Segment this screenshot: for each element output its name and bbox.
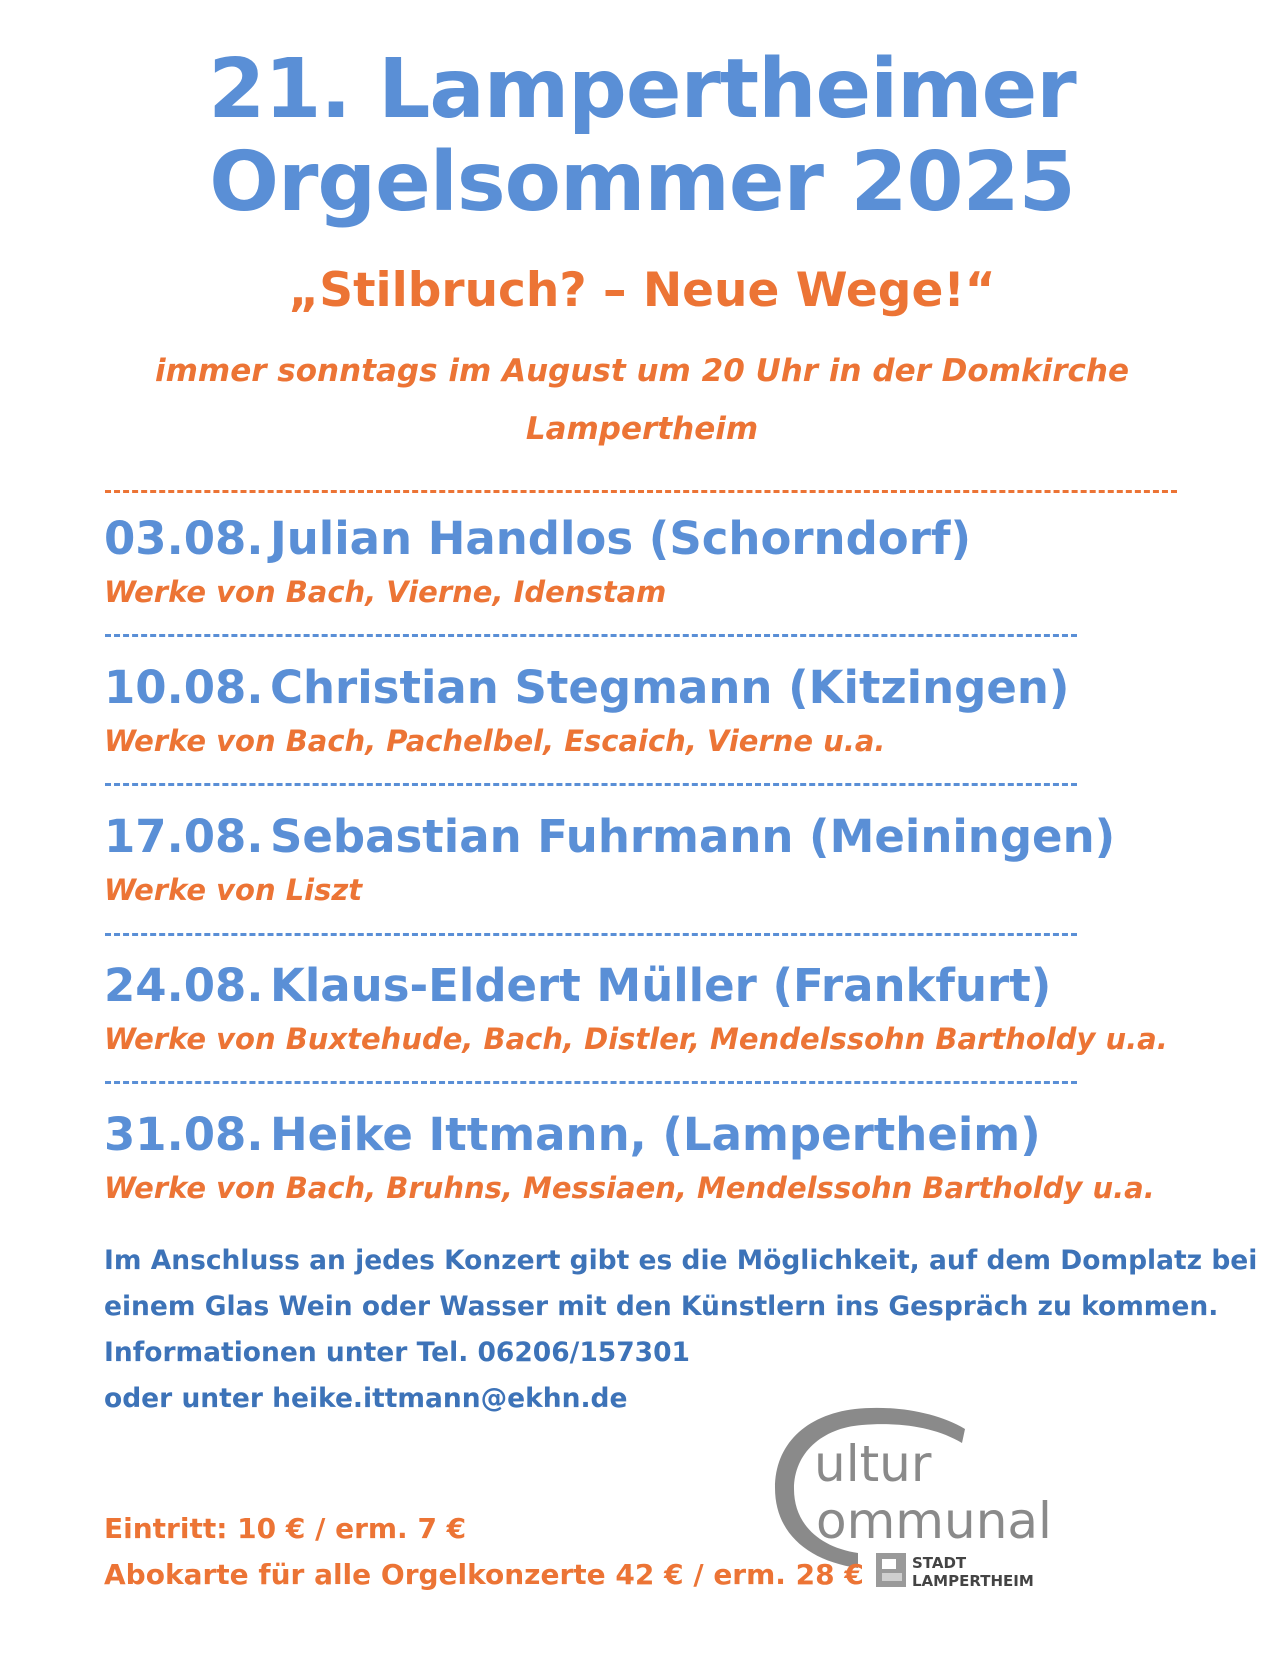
event-date: 17.08. <box>104 810 264 863</box>
logo-city-line2: LAMPERTHEIM <box>912 1572 1034 1590</box>
poster-title-line1: 21. Lampertheimer <box>208 42 1076 137</box>
info-line: einem Glas Wein oder Wasser mit den Künstlern ins Gespräch zu kommen. <box>104 1291 1219 1322</box>
event-date: 31.08. <box>104 1108 264 1161</box>
event-divider <box>105 783 1077 786</box>
event-works: Werke von Buxtehude, Bach, Distler, Mendelssohn Bartholdy u.a. <box>104 1022 1168 1056</box>
event-item <box>104 1108 1254 1208</box>
event-item <box>104 512 1254 612</box>
event-works: Werke von Bach, Pachelbel, Escaich, Vierne u.a. <box>104 724 886 758</box>
event-item <box>104 661 1254 761</box>
event-performer: Sebastian Fuhrmann (Meiningen) <box>270 810 1116 863</box>
event-item <box>104 959 1254 1059</box>
event-performer: Julian Handlos (Schorndorf) <box>270 512 972 565</box>
schedule-info <box>100 342 1184 458</box>
event-performer: Heike Ittmann, (Lampertheim) <box>270 1108 1041 1161</box>
header-divider <box>105 490 1177 493</box>
motto: „Stilbruch? – Neue Wege!“ <box>288 263 996 318</box>
logo-city-line1: STADT <box>912 1554 967 1572</box>
logo-city-mark <box>876 1553 906 1587</box>
poster-title-line2: Orgelsommer 2025 <box>209 135 1075 230</box>
schedule-line1: immer sonntags im August um 20 Uhr in der Domkirche <box>154 353 1130 389</box>
event-performer: Christian Stegmann (Kitzingen) <box>270 661 1070 714</box>
event-performer: Klaus-Eldert Müller (Frankfurt) <box>270 959 1052 1012</box>
logo-word-kommunal: ommunal <box>816 1492 1052 1550</box>
event-works: Werke von Liszt <box>104 873 363 907</box>
entry-price: Eintritt: 10 € / erm. 7 € <box>104 1512 467 1545</box>
event-divider <box>105 634 1077 637</box>
event-works: Werke von Bach, Bruhns, Messiaen, Mendelssohn Bartholdy u.a. <box>104 1171 1155 1205</box>
logo-word-kultur: ultur <box>814 1435 932 1493</box>
event-date: 10.08. <box>104 661 264 714</box>
contact-email: oder unter heike.ittmann@ekhn.de <box>104 1383 628 1414</box>
additional-info <box>104 1238 1258 1422</box>
event-works: Werke von Bach, Vierne, Idenstam <box>104 575 667 609</box>
subscription-price: Abokarte für alle Orgelkonzerte 42 € / erm. 28 € <box>104 1558 864 1591</box>
contact-phone: Informationen unter Tel. 06206/157301 <box>104 1337 690 1368</box>
event-date: 24.08. <box>104 959 264 1012</box>
event-item <box>104 810 1254 910</box>
event-divider <box>105 1081 1077 1084</box>
schedule-line2: Lampertheim <box>525 411 759 447</box>
event-divider <box>105 933 1077 936</box>
info-line: Im Anschluss an jedes Konzert gibt es die Möglichkeit, auf dem Domplatz bei <box>104 1245 1258 1276</box>
event-date: 03.08. <box>104 512 264 565</box>
